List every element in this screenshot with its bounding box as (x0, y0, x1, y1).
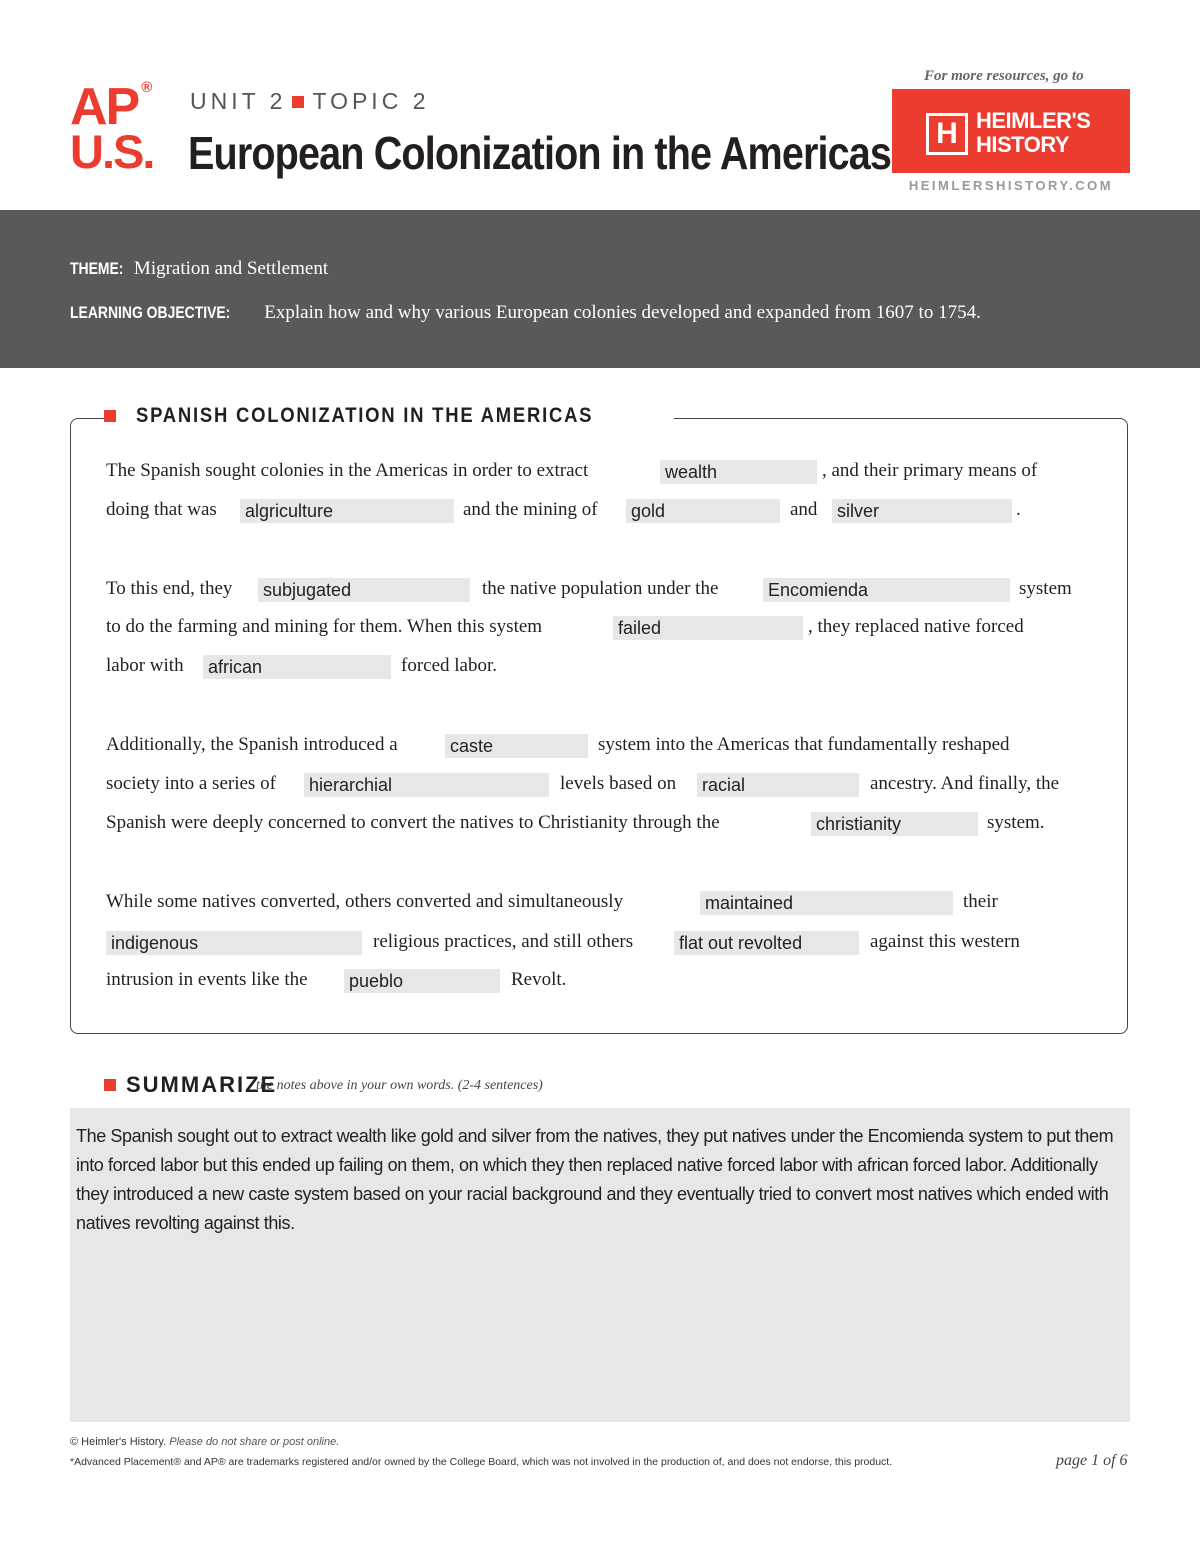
note-text: system. (987, 812, 1045, 833)
heimlers-history-logo[interactable] (892, 89, 1130, 173)
brand-line-1: HEIMLER'S (976, 108, 1091, 133)
field-african[interactable]: african (203, 655, 391, 679)
note-text: to do the farming and mining for them. When this system (106, 616, 543, 637)
notes-heading (104, 404, 674, 428)
logo-ap (70, 78, 151, 136)
note-text: system (1019, 578, 1072, 599)
topic-label: TOPIC 2 (312, 88, 430, 114)
summary-textarea[interactable]: The Spanish sought out to extract wealth like gold and silver from the natives, they put natives under the Encomienda system to put them into forced labor but this ended up failing on them, on which they then replaced native forced labor with african forced labor. Additionally they introduced a new caste system based on your racial background and they eventually tried to convert most natives which ended with natives revolting against this. (70, 1108, 1130, 1422)
notes-heading-text: SPANISH COLONIZATION IN THE AMERICAS (136, 404, 594, 427)
brand-name (976, 109, 1090, 157)
note-text: , and their primary means of (822, 460, 1038, 481)
objective-label: LEARNING OBJECTIVE: (70, 303, 231, 322)
field-hierarchial[interactable]: hierarchial (304, 773, 549, 797)
theme-label: THEME: (70, 259, 124, 278)
summarize-title: SUMMARIZE (126, 1072, 278, 1097)
field-caste[interactable]: caste (445, 734, 588, 758)
field-gold[interactable]: gold (626, 499, 780, 523)
theme-band (0, 210, 1200, 368)
note-text: Additionally, the Spanish introduced a (106, 734, 398, 755)
note-text: levels based on (560, 773, 677, 794)
note-text: their (963, 891, 998, 912)
field-silver[interactable]: silver (832, 499, 1012, 523)
field-subjugated[interactable]: subjugated (258, 578, 470, 602)
red-square-icon (292, 96, 304, 108)
note-text: intrusion in events like the (106, 969, 308, 990)
objective-value: Explain how and why various European colonies developed and expanded from 1607 to 1754. (264, 302, 981, 323)
field-agriculture[interactable]: algriculture (240, 499, 454, 523)
brand-url-link[interactable]: HEIMLERSHISTORY.COM (908, 178, 1114, 193)
summarize-subtitle: the notes above in your own words. (2-4 sentences) (256, 1078, 543, 1093)
note-text: the native population under the (482, 578, 719, 599)
note-text: Revolt. (511, 969, 567, 990)
brand-line-2: HISTORY (976, 132, 1070, 157)
page-title: European Colonization in the Americas (188, 127, 892, 179)
note-text: While some natives converted, others converted and simultaneously (106, 891, 624, 912)
footer-copyright (70, 1436, 339, 1448)
note-text: against this western (870, 931, 1020, 952)
field-maintained[interactable]: maintained (700, 891, 953, 915)
field-revolted[interactable]: flat out revolted (674, 931, 859, 955)
footer-trademark: *Advanced Placement® and AP® are trademarks registered and/or owned by the College Board, which was not involved in the production of, and does not endorse, this product. (70, 1456, 893, 1468)
share-notice: Please do not share or post online. (169, 1436, 340, 1448)
ap-us-logo (70, 78, 160, 178)
red-square-icon (104, 1079, 116, 1091)
unit-topic-line (190, 88, 429, 115)
unit-label: UNIT 2 (190, 88, 287, 114)
note-text: , they replaced native forced (808, 616, 1024, 637)
note-text: Spanish were deeply concerned to convert the natives to Christianity through the (106, 812, 720, 833)
objective-row (70, 302, 981, 324)
note-text: system into the Americas that fundamentally reshaped (598, 734, 1010, 755)
resources-text: For more resources, go to (924, 68, 1084, 84)
copyright-text: © Heimler's History. (70, 1436, 167, 1448)
field-failed[interactable]: failed (613, 616, 803, 640)
note-text: and (790, 499, 818, 520)
field-christianity[interactable]: christianity (811, 812, 978, 836)
note-text: . (1016, 499, 1021, 520)
field-racial[interactable]: racial (697, 773, 859, 797)
theme-value: Migration and Settlement (133, 258, 329, 279)
logo-ap-text: AP (70, 78, 139, 136)
field-indigenous[interactable]: indigenous (106, 931, 362, 955)
note-text: doing that was (106, 499, 217, 520)
red-square-icon (104, 410, 116, 422)
note-text: society into a series of (106, 773, 276, 794)
page-number: page 1 of 6 (1056, 1452, 1128, 1469)
note-text: The Spanish sought colonies in the Americas in order to extract (106, 460, 589, 481)
logo-us: U.S. (70, 124, 154, 178)
heimler-h-icon: H (926, 113, 968, 155)
field-pueblo[interactable]: pueblo (344, 969, 500, 993)
note-text: religious practices, and still others (373, 931, 634, 952)
theme-row (70, 258, 328, 280)
note-text: ancestry. And finally, the (870, 773, 1060, 794)
note-text: forced labor. (401, 655, 498, 676)
note-text: labor with (106, 655, 184, 676)
field-wealth[interactable]: wealth (660, 460, 817, 484)
note-text: To this end, they (106, 578, 233, 599)
field-encomienda[interactable]: Encomienda (763, 578, 1010, 602)
logo-registered: ® (141, 79, 151, 96)
note-text: and the mining of (463, 499, 598, 520)
